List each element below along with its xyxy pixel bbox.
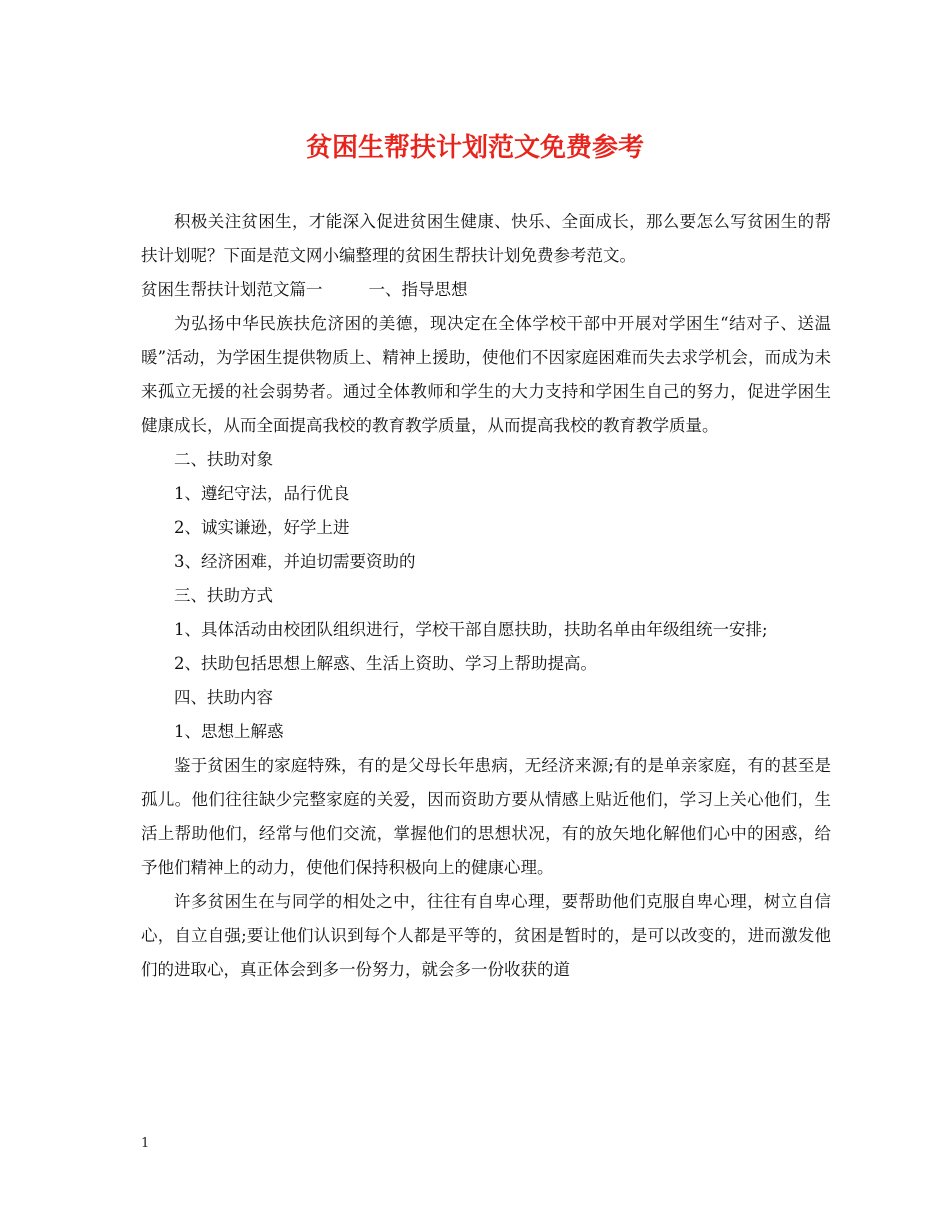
method-item-2: 2、扶助包括思想上解惑、生活上资助、学习上帮助提高。 — [174, 654, 597, 673]
content-paragraph-1: 鉴于贫困生的家庭特殊，有的是父母长年患病，无经济来源;有的是单亲家庭，有的甚至是孤儿。他们往往缺少完整家庭的关爱，因而资助方要从情感上贴近他们，学习上关心他们，生活上帮助他们，经常与他们交流，掌握他们的思想状况，有的放矢地化解他们心中的困惑，给予他们精神上的动力，使他们保持积极向上的健康心理。 — [141, 756, 831, 877]
page-number: 1 — [141, 1136, 150, 1151]
target-item-3: 3、经济困难，并迫切需要资助的 — [174, 552, 416, 571]
intro-paragraph: 积极关注贫困生，才能深入促进贫困生健康、快乐、全面成长，那么要怎么写贫困生的帮扶计划呢？下面是范文网小编整理的贫困生帮扶计划免费参考范文。 — [141, 212, 831, 265]
target-item-1: 1、遵纪守法，品行优良 — [174, 484, 350, 503]
content-subheading-1: 1、思想上解惑 — [174, 722, 284, 741]
document-title: 贫困生帮扶计划范文免费参考 — [305, 133, 644, 163]
content-paragraph-2: 许多贫困生在与同学的相处之中，往往有自卑心理，要帮助他们克服自卑心理，树立自信心，自立自强;要让他们认识到每个人都是平等的，贫困是暂时的，是可以改变的，进而激发他们的进取心，真正体会到多一份努力，就会多一份收获的道 — [141, 892, 831, 979]
section-heading-content: 四、扶助内容 — [174, 688, 273, 707]
section-heading-targets: 二、扶助对象 — [174, 450, 273, 469]
method-item-1: 1、具体活动由校团队组织进行，学校干部自愿扶助，扶助名单由年级组统一安排; — [174, 620, 768, 639]
section-heading-guiding: 一、指导思想 — [368, 280, 468, 299]
document-body — [141, 205, 831, 987]
article-heading-line — [141, 273, 831, 307]
section-heading-methods: 三、扶助方式 — [174, 586, 273, 605]
target-item-2: 2、诚实谦逊，好学上进 — [174, 518, 350, 537]
article-heading: 贫困生帮扶计划范文篇一 — [141, 280, 323, 299]
guiding-paragraph: 为弘扬中华民族扶危济困的美德，现决定在全体学校干部中开展对学困生“结对子、送温暖”活动，为学困生提供物质上、精神上援助，使他们不因家庭困难而失去求学机会，而成为未来孤立无援的社会弱势者。通过全体教师和学生的大力支持和学困生自己的努力，促进学困生健康成长，从而全面提高我校的教育教学质量，从而提高我校的教育教学质量。 — [141, 314, 831, 435]
